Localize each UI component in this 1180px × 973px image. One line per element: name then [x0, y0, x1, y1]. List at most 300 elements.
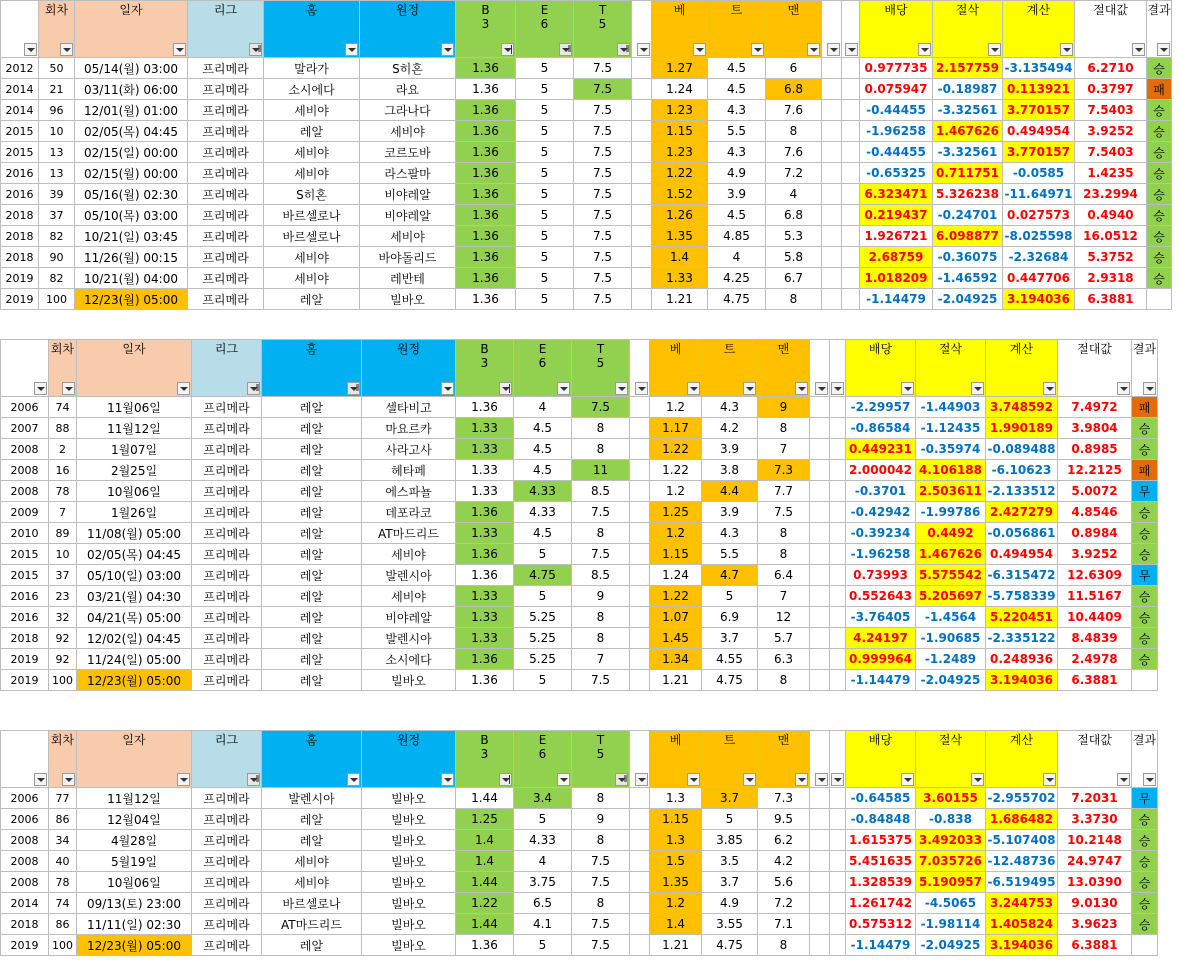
cell-cut[interactable]: 3.60155	[916, 788, 986, 809]
cell-man[interactable]: 5.8	[766, 247, 822, 268]
cell-home[interactable]: 레알	[262, 607, 362, 628]
cell-lg[interactable]: 프리메라	[188, 142, 264, 163]
cell-cut[interactable]: -1.12435	[916, 418, 986, 439]
cell-home[interactable]: 세비야	[264, 142, 360, 163]
cell-empty[interactable]	[822, 205, 842, 226]
filter-dropdown-button[interactable]	[60, 43, 73, 56]
cell-empty[interactable]	[830, 670, 846, 691]
cell-calc[interactable]: 3.748592	[986, 397, 1058, 418]
cell-man[interactable]: 9.5	[758, 809, 810, 830]
cell-t[interactable]: 7.5	[574, 268, 632, 289]
cell-calc[interactable]: -2.335122	[986, 628, 1058, 649]
cell-empty[interactable]	[830, 893, 846, 914]
cell-t[interactable]: 8	[572, 788, 630, 809]
cell-away[interactable]: 빌바오	[362, 788, 456, 809]
cell-be[interactable]: 1.45	[650, 628, 702, 649]
cell-man[interactable]: 7.1	[758, 914, 810, 935]
cell-empty[interactable]	[830, 914, 846, 935]
cell-abs[interactable]: 11.5167	[1058, 586, 1132, 607]
cell-lg[interactable]: 프리메라	[192, 649, 262, 670]
cell-te[interactable]: 4.3	[702, 523, 758, 544]
cell-be[interactable]: 1.3	[650, 788, 702, 809]
filter-dropdown-button[interactable]	[815, 773, 828, 786]
cell-rnd[interactable]: 50	[39, 58, 75, 79]
filter-dropdown-button[interactable]	[34, 382, 47, 395]
cell-date[interactable]: 12/23(월) 05:00	[77, 670, 192, 691]
cell-odds[interactable]: 0.075947	[860, 79, 933, 100]
cell-away[interactable]: 레반테	[360, 268, 456, 289]
cell-t[interactable]: 7.5	[572, 935, 630, 956]
cell-empty[interactable]	[830, 628, 846, 649]
cell-be[interactable]: 1.21	[652, 289, 708, 310]
cell-man[interactable]: 12	[758, 607, 810, 628]
cell-be[interactable]: 1.25	[650, 502, 702, 523]
cell-cut[interactable]: -0.838	[916, 809, 986, 830]
filter-dropdown-button[interactable]	[557, 382, 570, 395]
cell-home[interactable]: 세비야	[264, 100, 360, 121]
cell-t[interactable]: 7.5	[572, 502, 630, 523]
cell-b[interactable]: 1.25	[456, 809, 514, 830]
cell-b[interactable]: 1.36	[456, 121, 516, 142]
cell-t[interactable]: 8	[572, 830, 630, 851]
filter-dropdown-button[interactable]	[901, 773, 914, 786]
cell-lg[interactable]: 프리메라	[188, 205, 264, 226]
cell-cut[interactable]: 5.575542	[916, 565, 986, 586]
cell-b[interactable]: 1.33	[456, 481, 514, 502]
cell-cut[interactable]: 2.157759	[933, 58, 1003, 79]
cell-calc[interactable]: 0.113921	[1003, 79, 1075, 100]
cell-be[interactable]: 1.4	[650, 914, 702, 935]
cell-home[interactable]: 세비야	[264, 247, 360, 268]
cell-abs[interactable]: 7.5403	[1075, 100, 1147, 121]
filter-dropdown-button[interactable]	[1143, 773, 1156, 786]
cell-e[interactable]: 5	[516, 79, 574, 100]
filter-dropdown-button[interactable]	[615, 773, 628, 786]
cell-away[interactable]: 빌바오	[362, 830, 456, 851]
cell-cut[interactable]: -3.32561	[933, 142, 1003, 163]
cell-t[interactable]: 8.5	[572, 565, 630, 586]
cell-year[interactable]: 2008	[1, 872, 49, 893]
cell-res[interactable]: 승	[1147, 142, 1172, 163]
cell-odds[interactable]: -0.86584	[846, 418, 916, 439]
cell-cut[interactable]: 5.205697	[916, 586, 986, 607]
cell-rnd[interactable]: 88	[49, 418, 77, 439]
cell-res[interactable]: 승	[1147, 100, 1172, 121]
cell-home[interactable]: 말라가	[264, 58, 360, 79]
cell-empty[interactable]	[842, 163, 860, 184]
filter-dropdown-button[interactable]	[1143, 382, 1156, 395]
cell-man[interactable]: 6.2	[758, 830, 810, 851]
cell-empty[interactable]	[810, 502, 830, 523]
cell-t[interactable]: 11	[572, 460, 630, 481]
cell-abs[interactable]: 5.3752	[1075, 247, 1147, 268]
cell-res[interactable]: 패	[1132, 460, 1158, 481]
cell-abs[interactable]: 2.4978	[1058, 649, 1132, 670]
cell-lg[interactable]: 프리메라	[192, 418, 262, 439]
cell-b[interactable]: 1.36	[456, 544, 514, 565]
cell-odds[interactable]: -0.3701	[846, 481, 916, 502]
cell-empty[interactable]	[630, 809, 650, 830]
cell-te[interactable]: 3.5	[702, 851, 758, 872]
cell-year[interactable]: 2015	[1, 544, 49, 565]
cell-abs[interactable]: 2.9318	[1075, 268, 1147, 289]
filter-dropdown-button[interactable]	[815, 382, 828, 395]
cell-empty[interactable]	[630, 607, 650, 628]
cell-lg[interactable]: 프리메라	[192, 586, 262, 607]
cell-e[interactable]: 4.75	[514, 565, 572, 586]
cell-b[interactable]: 1.33	[456, 460, 514, 481]
cell-cut[interactable]: 5.190957	[916, 872, 986, 893]
cell-date[interactable]: 05/16(월) 02:30	[75, 184, 188, 205]
cell-calc[interactable]: 3.194036	[1003, 289, 1075, 310]
cell-away[interactable]: 그라나다	[360, 100, 456, 121]
cell-calc[interactable]: -5.758339	[986, 586, 1058, 607]
cell-empty[interactable]	[822, 289, 842, 310]
cell-empty[interactable]	[842, 79, 860, 100]
cell-t[interactable]: 7	[572, 649, 630, 670]
cell-empty[interactable]	[630, 565, 650, 586]
cell-lg[interactable]: 프리메라	[192, 670, 262, 691]
cell-cut[interactable]: -1.90685	[916, 628, 986, 649]
cell-date[interactable]: 12/02(일) 04:45	[77, 628, 192, 649]
cell-odds[interactable]: -0.84848	[846, 809, 916, 830]
cell-res[interactable]: 패	[1147, 79, 1172, 100]
cell-empty[interactable]	[810, 809, 830, 830]
cell-calc[interactable]: -12.48736	[986, 851, 1058, 872]
cell-e[interactable]: 4.5	[514, 523, 572, 544]
cell-man[interactable]: 5.7	[758, 628, 810, 649]
cell-b[interactable]: 1.33	[456, 628, 514, 649]
cell-lg[interactable]: 프리메라	[192, 628, 262, 649]
cell-empty[interactable]	[810, 893, 830, 914]
cell-year[interactable]: 2018	[1, 628, 49, 649]
filter-dropdown-button[interactable]	[1132, 43, 1145, 56]
cell-empty[interactable]	[810, 872, 830, 893]
cell-e[interactable]: 5.25	[514, 628, 572, 649]
cell-te[interactable]: 5.5	[702, 544, 758, 565]
cell-lg[interactable]: 프리메라	[188, 121, 264, 142]
cell-abs[interactable]: 7.4972	[1058, 397, 1132, 418]
cell-abs[interactable]: 10.2148	[1058, 830, 1132, 851]
cell-be[interactable]: 1.24	[650, 565, 702, 586]
cell-calc[interactable]: 3.770157	[1003, 142, 1075, 163]
cell-be[interactable]: 1.4	[652, 247, 708, 268]
cell-rnd[interactable]: 37	[39, 205, 75, 226]
cell-b[interactable]: 1.36	[456, 58, 516, 79]
cell-date[interactable]: 05/10(일) 03:00	[77, 565, 192, 586]
cell-cut[interactable]: -2.04925	[933, 289, 1003, 310]
cell-man[interactable]: 7.3	[758, 460, 810, 481]
cell-date[interactable]: 11/11(일) 02:30	[77, 914, 192, 935]
cell-empty[interactable]	[810, 586, 830, 607]
cell-cut[interactable]: -1.44903	[916, 397, 986, 418]
cell-empty[interactable]	[842, 142, 860, 163]
cell-res[interactable]: 승	[1147, 247, 1172, 268]
filter-dropdown-button[interactable]	[345, 43, 358, 56]
cell-empty[interactable]	[830, 439, 846, 460]
cell-cut[interactable]: 5.326238	[933, 184, 1003, 205]
cell-t[interactable]: 7.5	[574, 163, 632, 184]
cell-te[interactable]: 4.9	[702, 893, 758, 914]
cell-rnd[interactable]: 86	[49, 914, 77, 935]
cell-empty[interactable]	[630, 397, 650, 418]
cell-odds[interactable]: -0.42942	[846, 502, 916, 523]
cell-res[interactable]: 승	[1132, 893, 1158, 914]
cell-date[interactable]: 02/15(월) 00:00	[75, 163, 188, 184]
cell-empty[interactable]	[830, 809, 846, 830]
cell-te[interactable]: 4.9	[708, 163, 766, 184]
cell-t[interactable]: 7.5	[572, 872, 630, 893]
cell-date[interactable]: 05/10(목) 03:00	[75, 205, 188, 226]
cell-empty[interactable]	[632, 121, 652, 142]
cell-empty[interactable]	[630, 460, 650, 481]
cell-e[interactable]: 5	[516, 121, 574, 142]
cell-empty[interactable]	[810, 418, 830, 439]
filter-dropdown-button[interactable]	[441, 773, 454, 786]
cell-rnd[interactable]: 37	[49, 565, 77, 586]
cell-empty[interactable]	[632, 142, 652, 163]
cell-year[interactable]: 2008	[1, 460, 49, 481]
cell-year[interactable]: 2016	[1, 607, 49, 628]
filter-dropdown-button[interactable]	[501, 43, 514, 56]
cell-abs[interactable]: 1.4235	[1075, 163, 1147, 184]
cell-cut[interactable]: -3.32561	[933, 100, 1003, 121]
cell-e[interactable]: 3.75	[514, 872, 572, 893]
cell-te[interactable]: 5	[702, 809, 758, 830]
cell-te[interactable]: 3.9	[702, 439, 758, 460]
cell-empty[interactable]	[822, 100, 842, 121]
cell-t[interactable]: 8	[572, 628, 630, 649]
filter-dropdown-button[interactable]	[249, 43, 262, 56]
cell-rnd[interactable]: 100	[39, 289, 75, 310]
filter-dropdown-button[interactable]	[971, 382, 984, 395]
cell-empty[interactable]	[630, 670, 650, 691]
cell-cut[interactable]: -0.35974	[916, 439, 986, 460]
cell-empty[interactable]	[830, 481, 846, 502]
cell-calc[interactable]: 5.220451	[986, 607, 1058, 628]
cell-te[interactable]: 4.2	[702, 418, 758, 439]
cell-abs[interactable]: 3.9252	[1075, 121, 1147, 142]
cell-calc[interactable]: 1.405824	[986, 914, 1058, 935]
cell-te[interactable]: 4.3	[708, 100, 766, 121]
cell-e[interactable]: 5.25	[514, 649, 572, 670]
cell-rnd[interactable]: 86	[49, 809, 77, 830]
cell-t[interactable]: 7.5	[572, 544, 630, 565]
cell-empty[interactable]	[830, 565, 846, 586]
cell-res[interactable]	[1132, 935, 1158, 956]
cell-empty[interactable]	[630, 502, 650, 523]
cell-home[interactable]: AT마드리드	[262, 914, 362, 935]
cell-rnd[interactable]: 100	[49, 670, 77, 691]
cell-empty[interactable]	[630, 851, 650, 872]
cell-date[interactable]: 12/23(월) 05:00	[75, 289, 188, 310]
cell-year[interactable]: 2008	[1, 439, 49, 460]
cell-home[interactable]: 세비야	[262, 872, 362, 893]
cell-lg[interactable]: 프리메라	[192, 607, 262, 628]
cell-te[interactable]: 5.5	[708, 121, 766, 142]
cell-date[interactable]: 11/24(일) 05:00	[77, 649, 192, 670]
cell-date[interactable]: 4월28일	[77, 830, 192, 851]
cell-e[interactable]: 4.33	[514, 481, 572, 502]
cell-odds[interactable]: -0.39234	[846, 523, 916, 544]
cell-empty[interactable]	[822, 247, 842, 268]
cell-year[interactable]: 2016	[1, 184, 39, 205]
cell-man[interactable]: 8	[758, 418, 810, 439]
cell-t[interactable]: 7.5	[574, 247, 632, 268]
cell-empty[interactable]	[810, 788, 830, 809]
cell-be[interactable]: 1.17	[650, 418, 702, 439]
cell-e[interactable]: 5	[516, 58, 574, 79]
cell-b[interactable]: 1.33	[456, 439, 514, 460]
cell-home[interactable]: 소시에다	[264, 79, 360, 100]
cell-date[interactable]: 03/21(월) 04:30	[77, 586, 192, 607]
cell-empty[interactable]	[810, 607, 830, 628]
cell-rnd[interactable]: 16	[49, 460, 77, 481]
cell-b[interactable]: 1.44	[456, 914, 514, 935]
cell-b[interactable]: 1.36	[456, 670, 514, 691]
cell-man[interactable]: 8	[766, 121, 822, 142]
cell-res[interactable]: 승	[1132, 628, 1158, 649]
cell-lg[interactable]: 프리메라	[188, 289, 264, 310]
cell-abs[interactable]: 3.3730	[1058, 809, 1132, 830]
cell-odds[interactable]: -1.96258	[846, 544, 916, 565]
cell-empty[interactable]	[630, 935, 650, 956]
cell-empty[interactable]	[630, 523, 650, 544]
cell-t[interactable]: 7.5	[572, 851, 630, 872]
cell-home[interactable]: 레알	[262, 628, 362, 649]
cell-home[interactable]: S히혼	[264, 184, 360, 205]
cell-be[interactable]: 1.23	[652, 142, 708, 163]
cell-calc[interactable]: -6.10623	[986, 460, 1058, 481]
cell-empty[interactable]	[632, 100, 652, 121]
cell-be[interactable]: 1.22	[650, 586, 702, 607]
cell-abs[interactable]: 4.8546	[1058, 502, 1132, 523]
cell-year[interactable]: 2010	[1, 523, 49, 544]
filter-dropdown-button[interactable]	[173, 43, 186, 56]
cell-empty[interactable]	[830, 523, 846, 544]
cell-man[interactable]: 8	[758, 670, 810, 691]
filter-dropdown-button[interactable]	[988, 43, 1001, 56]
filter-dropdown-button[interactable]	[743, 382, 756, 395]
cell-e[interactable]: 5	[516, 163, 574, 184]
cell-abs[interactable]: 0.8985	[1058, 439, 1132, 460]
cell-odds[interactable]: 1.261742	[846, 893, 916, 914]
cell-b[interactable]: 1.36	[456, 142, 516, 163]
cell-t[interactable]: 9	[572, 586, 630, 607]
cell-man[interactable]: 5.3	[766, 226, 822, 247]
cell-t[interactable]: 7.5	[574, 205, 632, 226]
cell-rnd[interactable]: 100	[49, 935, 77, 956]
cell-abs[interactable]: 6.3881	[1058, 670, 1132, 691]
cell-man[interactable]: 7.6	[766, 100, 822, 121]
cell-be[interactable]: 1.07	[650, 607, 702, 628]
cell-away[interactable]: 마요르카	[362, 418, 456, 439]
filter-dropdown-button[interactable]	[557, 773, 570, 786]
cell-lg[interactable]: 프리메라	[192, 851, 262, 872]
cell-t[interactable]: 8.5	[572, 481, 630, 502]
cell-away[interactable]: 라스팔마	[360, 163, 456, 184]
cell-e[interactable]: 5	[516, 184, 574, 205]
cell-man[interactable]: 4	[766, 184, 822, 205]
cell-e[interactable]: 5	[514, 809, 572, 830]
cell-b[interactable]: 1.36	[456, 79, 516, 100]
cell-calc[interactable]: 3.770157	[1003, 100, 1075, 121]
cell-home[interactable]: 레알	[262, 481, 362, 502]
cell-lg[interactable]: 프리메라	[192, 914, 262, 935]
filter-dropdown-button[interactable]	[1157, 43, 1170, 56]
filter-dropdown-button[interactable]	[615, 382, 628, 395]
cell-year[interactable]: 2008	[1, 851, 49, 872]
cell-year[interactable]: 2008	[1, 830, 49, 851]
cell-odds[interactable]: 0.999964	[846, 649, 916, 670]
cell-te[interactable]: 4.55	[702, 649, 758, 670]
cell-year[interactable]: 2018	[1, 914, 49, 935]
cell-rnd[interactable]: 39	[39, 184, 75, 205]
filter-dropdown-button[interactable]	[34, 773, 47, 786]
cell-t[interactable]: 8	[572, 607, 630, 628]
cell-cut[interactable]: -4.5065	[916, 893, 986, 914]
cell-empty[interactable]	[632, 226, 652, 247]
cell-away[interactable]: 빌바오	[362, 893, 456, 914]
cell-empty[interactable]	[810, 830, 830, 851]
cell-be[interactable]: 1.15	[650, 809, 702, 830]
cell-abs[interactable]: 3.9623	[1058, 914, 1132, 935]
cell-be[interactable]: 1.22	[652, 163, 708, 184]
cell-empty[interactable]	[632, 58, 652, 79]
cell-rnd[interactable]: 7	[49, 502, 77, 523]
cell-away[interactable]: 빌바오	[362, 872, 456, 893]
cell-empty[interactable]	[830, 872, 846, 893]
filter-dropdown-button[interactable]	[441, 382, 454, 395]
filter-dropdown-button[interactable]	[1060, 43, 1073, 56]
cell-res[interactable]: 승	[1132, 914, 1158, 935]
cell-b[interactable]: 1.36	[456, 565, 514, 586]
cell-away[interactable]: 데포라코	[362, 502, 456, 523]
cell-e[interactable]: 4.33	[514, 502, 572, 523]
cell-te[interactable]: 3.9	[708, 184, 766, 205]
cell-empty[interactable]	[830, 649, 846, 670]
cell-abs[interactable]: 12.6309	[1058, 565, 1132, 586]
cell-away[interactable]: 빌바오	[362, 935, 456, 956]
cell-lg[interactable]: 프리메라	[188, 247, 264, 268]
cell-empty[interactable]	[822, 268, 842, 289]
cell-man[interactable]: 8	[758, 523, 810, 544]
cell-away[interactable]: AT마드리드	[362, 523, 456, 544]
cell-away[interactable]: 세비야	[362, 544, 456, 565]
filter-dropdown-button[interactable]	[637, 43, 650, 56]
cell-abs[interactable]: 6.2710	[1075, 58, 1147, 79]
cell-empty[interactable]	[632, 268, 652, 289]
cell-man[interactable]: 6.3	[758, 649, 810, 670]
cell-odds[interactable]: -2.29957	[846, 397, 916, 418]
cell-home[interactable]: 레알	[262, 439, 362, 460]
cell-res[interactable]: 승	[1132, 586, 1158, 607]
cell-date[interactable]: 04/21(목) 05:00	[77, 607, 192, 628]
cell-calc[interactable]: 0.248936	[986, 649, 1058, 670]
cell-te[interactable]: 4.5	[708, 58, 766, 79]
cell-e[interactable]: 4	[514, 397, 572, 418]
cell-empty[interactable]	[830, 460, 846, 481]
filter-dropdown-button[interactable]	[1043, 773, 1056, 786]
filter-dropdown-button[interactable]	[687, 382, 700, 395]
cell-calc[interactable]: 0.494954	[986, 544, 1058, 565]
cell-rnd[interactable]: 23	[49, 586, 77, 607]
filter-dropdown-button[interactable]	[743, 773, 756, 786]
cell-rnd[interactable]: 40	[49, 851, 77, 872]
cell-e[interactable]: 4.5	[514, 460, 572, 481]
cell-home[interactable]: 레알	[262, 397, 362, 418]
filter-dropdown-button[interactable]	[901, 382, 914, 395]
